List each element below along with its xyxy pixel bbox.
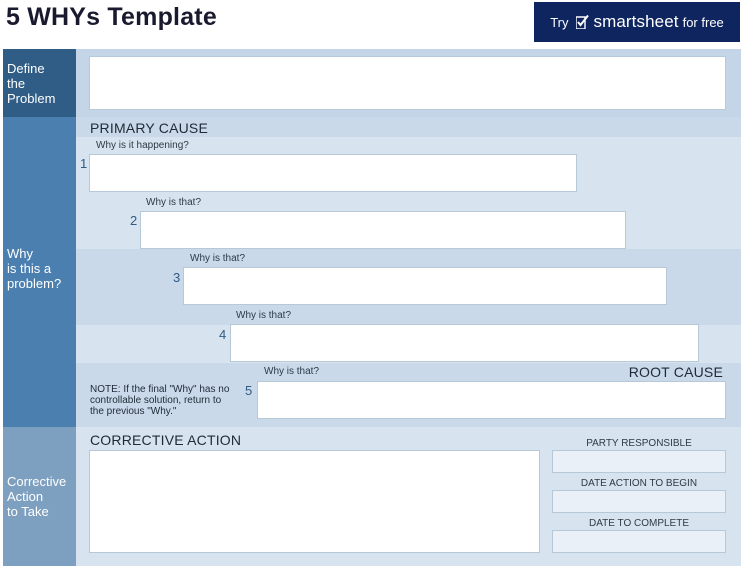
why-label: Why is this a problem? — [3, 117, 76, 427]
why-input-5[interactable] — [257, 381, 726, 419]
why-number-2: 2 — [130, 213, 138, 228]
promo-suffix: for free — [682, 14, 724, 30]
why-input-4[interactable] — [230, 324, 699, 362]
why-input-3[interactable] — [183, 267, 667, 305]
define-problem-section — [3, 49, 741, 117]
why-input-2[interactable] — [140, 211, 626, 249]
why-number-3: 3 — [173, 270, 181, 285]
why-number-1: 1 — [80, 156, 88, 171]
corrective-action-heading: CORRECTIVE ACTION — [90, 432, 242, 448]
corrective-section — [3, 427, 741, 566]
define-problem-panel — [76, 49, 741, 117]
date-to-complete-field[interactable] — [552, 530, 726, 553]
define-problem-label: Define the Problem — [3, 49, 76, 117]
why-prompt-5: Why is that? — [264, 366, 320, 377]
root-cause-heading: ROOT CAUSE — [628, 364, 723, 380]
date-to-complete-label: DATE TO COMPLETE — [588, 518, 690, 529]
primary-cause-heading: PRIMARY CAUSE — [90, 120, 209, 136]
corrective-panel — [76, 427, 741, 566]
why-number-5: 5 — [245, 383, 253, 398]
why-prompt-3: Why is that? — [190, 253, 246, 264]
party-responsible-field[interactable] — [552, 450, 726, 473]
promo-brand: smartsheet — [593, 12, 679, 31]
why-input-1[interactable] — [89, 154, 577, 192]
date-action-begin-label: DATE ACTION TO BEGIN — [580, 478, 698, 489]
why-number-4: 4 — [219, 327, 227, 342]
define-problem-input[interactable] — [89, 56, 726, 110]
corrective-label: Corrective Action to Take — [3, 427, 76, 566]
smartsheet-check-icon — [576, 15, 589, 29]
why-note: NOTE: If the final "Why" has no controllable solution, return to the previous "Why." — [90, 384, 230, 417]
corrective-action-input[interactable] — [89, 450, 540, 553]
why-panel — [76, 117, 741, 427]
date-action-begin-field[interactable] — [552, 490, 726, 513]
why-prompt-4: Why is that? — [236, 310, 292, 321]
party-responsible-label: PARTY RESPONSIBLE — [586, 438, 692, 449]
try-smartsheet-button[interactable] — [534, 2, 740, 42]
why-prompt-2: Why is that? — [146, 197, 202, 208]
why-prompt-1: Why is it happening? — [96, 140, 189, 151]
why-section — [3, 117, 741, 427]
promo-prefix: Try — [550, 14, 569, 30]
page-title: 5 WHYs Template — [6, 3, 217, 31]
